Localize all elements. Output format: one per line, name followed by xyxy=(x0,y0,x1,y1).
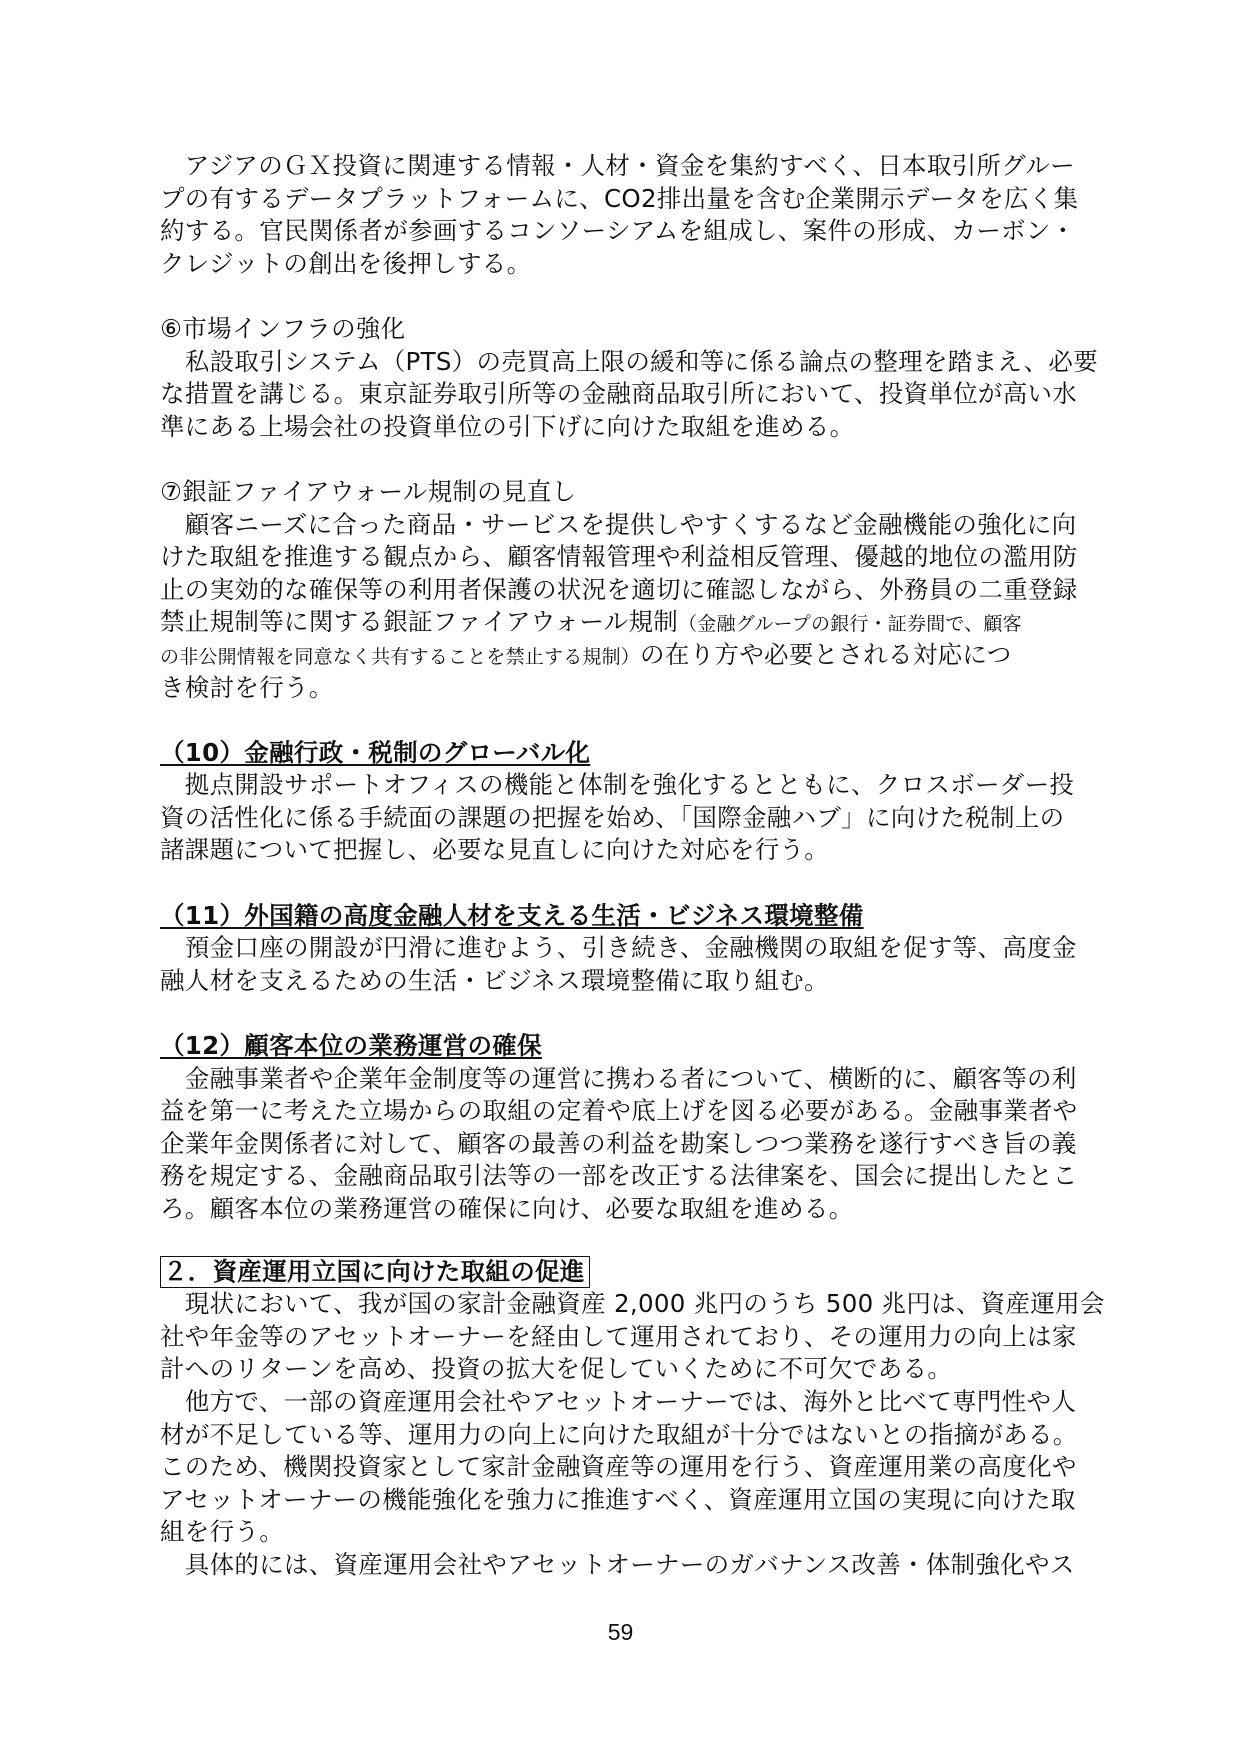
paragraph-line: 拠点開設サポートオフィスの機能と体制を強化するとともに、クロスボーダー投 xyxy=(160,770,1075,800)
paragraph-line: 約する。官民関係者が参画するコンソーシアムを組成し、案件の形成、カーボン・ xyxy=(160,216,1076,246)
spacer xyxy=(160,1226,1095,1256)
paragraph-line: 私設取引システム（PTS）の売買高上限の緩和等に係る論点の整理を踏まえ、必要 xyxy=(160,346,1099,376)
paragraph-line: アジアのＧＸ投資に関連する情報・人材・資金を集約すべく、日本取引所グルー xyxy=(160,151,1075,180)
paragraph-line: 企業年金関係者に対して、顧客の最善の利益を勘案しつつ業務を遂行すべき旨の義 xyxy=(160,1128,1077,1158)
paragraph-line: アセットオーナーの機能強化を強力に推進すべく、資産運用立国の実現に向けた取 xyxy=(160,1484,1076,1514)
paragraph-line: 準にある上場会社の投資単位の引下げに向けた取組を進める。 xyxy=(160,411,855,441)
section-6 xyxy=(160,313,1099,443)
paragraph-line: 預金口座の開設が円滑に進むよう、引き続き、金融機関の取組を促す等、高度金 xyxy=(160,933,1077,963)
paragraph-line: 益を第一に考えた立場からの取組の定着や底上げを図る必要がある。金融事業者や xyxy=(160,1096,1078,1126)
section-12 xyxy=(160,1030,1095,1226)
paragraph-line: 金融事業者や企業年金制度等の運営に携わる者について、横断的に、顧客等の利 xyxy=(160,1063,1077,1093)
section-12-heading: （12）顧客本位の業務運営の確保 xyxy=(160,1031,542,1061)
section-7 xyxy=(160,476,1095,704)
paragraph-line: 務を規定する、金融商品取引法等の一部を改正する法律案を、国会に提出したとこ xyxy=(160,1161,1078,1191)
chapter-2 xyxy=(160,1256,1105,1582)
section-11-heading: （11）外国籍の高度金融人材を支える生活・ビジネス環境整備 xyxy=(160,900,864,930)
section-10 xyxy=(160,737,1095,867)
paragraph-line: 資の活性化に係る手続面の課題の把握を始め、「国際金融ハブ」に向けた税制上の xyxy=(160,802,1065,832)
paragraph-line xyxy=(160,606,1095,639)
spacer xyxy=(160,443,1095,476)
section-7-title: ⑦銀証ファイアウォール規制の見直し xyxy=(160,476,577,506)
paragraph-line: 現状において、我が国の家計金融資産 2,000 兆円のうち 500 兆円は、資産運用会 xyxy=(160,1289,1105,1319)
paragraph-line xyxy=(160,639,1095,672)
paragraph-line: クレジットの創出を後押しする。 xyxy=(160,248,532,278)
spacer xyxy=(160,997,1095,1030)
spacer xyxy=(160,867,1095,900)
spacer xyxy=(160,280,1095,313)
parenthetical-note: （金融グループの銀行・証券間で、顧客 xyxy=(678,613,1022,636)
paragraph-line: 社や年金等のアセットオーナーを経由して運用されており、その運用力の向上は家 xyxy=(160,1321,1077,1351)
paragraph-line: な措置を講じる。東京証券取引所等の金融商品取引所において、投資単位が高い水 xyxy=(160,379,1078,409)
paragraph-line: 顧客ニーズに合った商品・サービスを提供しやすくするなど金融機能の強化に向 xyxy=(160,509,1077,539)
paragraph-line: プの有するデータプラットフォームに、CO2排出量を含む企業開示データを広く集 xyxy=(160,183,1079,213)
paragraph-line: 融人材を支えるための生活・ビジネス環境整備に取り組む。 xyxy=(160,965,829,995)
paragraph-line: 組を行う。 xyxy=(160,1517,284,1547)
section-6-title: ⑥市場インフラの強化 xyxy=(160,313,406,343)
chapter-2-heading: ２．資産運用立国に向けた取組の促進 xyxy=(160,1256,590,1288)
main-text: 禁止規制等に関する銀証ファイアウォール規制 xyxy=(160,607,679,637)
paragraph-line: 諸課題について把握し、必要な見直しに向けた対応を行う。 xyxy=(160,835,830,865)
paragraph-line: き検討を行う。 xyxy=(160,672,334,702)
paragraph-line: 具体的には、資産運用会社やアセットオーナーのガバナンス改善・体制強化やス xyxy=(160,1549,1075,1579)
section-10-heading: （10）金融行政・税制のグローバル化 xyxy=(160,737,591,767)
intro-paragraph xyxy=(160,150,1095,280)
section-11 xyxy=(160,900,1095,998)
main-text: の在り方や必要とされる対応につ xyxy=(640,639,1012,669)
page-number: 59 xyxy=(607,1619,634,1645)
paragraph-line: このため、機関投資家として家計金融資産等の運用を行う、資産運用業の高度化や xyxy=(160,1452,1077,1482)
paragraph-line: 材が不足している等、運用力の向上に向けた取組が十分ではないとの指摘がある。 xyxy=(160,1419,1078,1449)
paragraph-line: 計へのリターンを高め、投資の拡大を促していくために不可欠である。 xyxy=(160,1354,953,1384)
document-body xyxy=(160,150,1105,1582)
paragraph-line: ろ。顧客本位の業務運営の確保に向け、必要な取組を進める。 xyxy=(160,1194,854,1223)
parenthetical-note: の非公開情報を同意なく共有することを禁止する規制） xyxy=(160,645,641,668)
paragraph-line: 止の実効的な確保等の利用者保護の状況を適切に確認しながら、外務員の二重登録 xyxy=(160,574,1078,604)
spacer xyxy=(160,704,1095,737)
paragraph-line: けた取組を推進する観点から、顧客情報管理や利益相反管理、優越的地位の濫用防 xyxy=(160,542,1078,572)
paragraph-line: 他方で、一部の資産運用会社やアセットオーナーでは、海外と比べて専門性や人 xyxy=(160,1386,1077,1416)
